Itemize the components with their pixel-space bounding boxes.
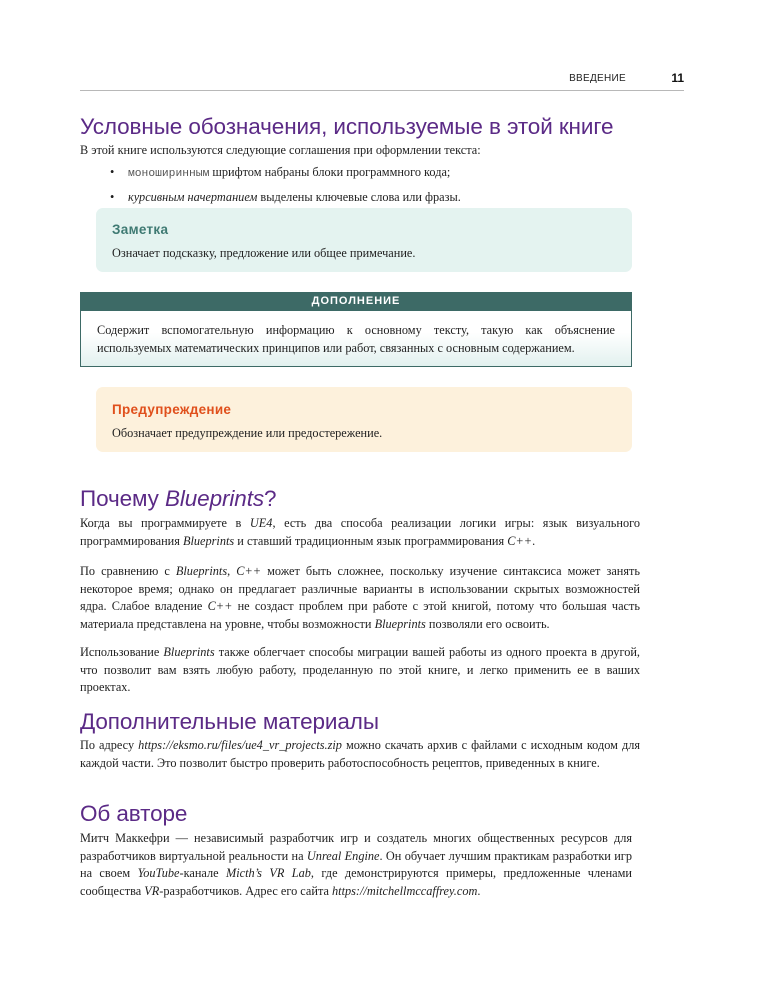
- warning-title: Предупреждение: [112, 402, 232, 417]
- why-paragraph-2: [80, 563, 640, 634]
- materials-paragraph: [80, 737, 640, 772]
- text-run: также облегчает способы миграции вашей работы из одного проекта в другой, что позволит вам взять любую работу, проделанную по этой книге, и легко применить ее в ваших проектах.: [80, 645, 640, 695]
- emphasis-text: YouTube: [137, 866, 180, 881]
- text-run: Когда вы программируете в: [80, 516, 250, 530]
- emphasis-text: UE4: [249, 516, 273, 530]
- text-run: может быть сложнее, поскольку изучение синтаксиса может занять некоторое время; однако он предлагает различные варианты в использовании скрытых возможностей ядра. Слабое владение: [80, 564, 641, 614]
- text-run: .: [477, 884, 481, 899]
- text-run: Митч Маккефри — независимый разработчик игр и создатель многих общественных ресурсов для разработчиков виртуальной реальности на: [80, 831, 632, 863]
- list-item: [110, 164, 640, 184]
- emphasis-text: https://mitchellmccaffrey.com: [332, 884, 478, 899]
- heading-prefix: Почему: [80, 486, 165, 511]
- text-run: не создаст проблем при работе с этой книгой, потому что большая часть материала представлена на уровне, чтобы возможности: [80, 599, 640, 632]
- emphasis-text: Micth’s VR Lab: [225, 866, 311, 881]
- why-paragraph-3: [80, 644, 640, 697]
- text-run: Использование: [80, 645, 164, 659]
- emphasis-text: Blueprints: [163, 645, 215, 659]
- text-run: -разработчиков. Адрес его сайта: [159, 884, 332, 899]
- heading-em: Blueprints: [164, 486, 265, 511]
- italic-sample: курсивным начертанием: [128, 189, 258, 204]
- supplement-box: [80, 292, 632, 367]
- list-item-text: выделены ключевые слова или фразы.: [257, 189, 461, 204]
- author-paragraph: [80, 830, 632, 901]
- heading-why-blueprints: [80, 486, 276, 512]
- list-item-text: шрифтом набраны блоки программного кода;: [209, 165, 451, 179]
- text-run: , где демонстрируются примеры, предложенные членами сообщества: [80, 866, 632, 899]
- text-run: ,: [227, 564, 237, 578]
- heading-conventions: Условные обозначения, используемые в этой книге: [80, 114, 614, 139]
- emphasis-text: C++: [236, 564, 262, 578]
- text-run: По адресу: [80, 738, 139, 752]
- why-paragraph-1: [80, 515, 640, 550]
- warning-box: [96, 387, 632, 452]
- text-run: и ставший традиционным язык программирования: [234, 533, 508, 548]
- emphasis-text: C++: [207, 599, 233, 614]
- emphasis-text: Blueprints: [175, 564, 228, 578]
- conventions-intro: В этой книге используются следующие соглашения при оформлении текста:: [80, 143, 481, 157]
- chapter-title: ВВЕДЕНИЕ: [569, 73, 626, 84]
- text-run: , есть два способа реализации логики игры: язык визуального программирования: [80, 516, 640, 548]
- running-header: [80, 72, 684, 91]
- page-number: 11: [671, 71, 684, 85]
- text-run: позволяли его освоить.: [425, 617, 550, 632]
- heading-materials: Дополнительные материалы: [80, 709, 379, 734]
- bullet-icon: •: [110, 189, 115, 204]
- note-box: [96, 208, 632, 272]
- emphasis-text: Blueprints: [374, 617, 426, 632]
- emphasis-text: Blueprints: [182, 533, 235, 548]
- conventions-list: [110, 164, 640, 211]
- warning-text: Обозначает предупреждение или предостережение.: [112, 426, 383, 440]
- emphasis-text: https://eksmo.ru/files/ue4_vr_projects.zip: [138, 738, 342, 752]
- text-run: -канале: [179, 866, 226, 881]
- emphasis-text: Unreal Engine: [306, 848, 380, 863]
- emphasis-text: VR: [144, 884, 160, 899]
- book-page: [80, 0, 684, 1000]
- note-text: Означает подсказку, предложение или общее примечание.: [112, 246, 416, 260]
- text-run: можно скачать архив с файлами с исходным кодом для каждой части. Это позволит быстро проверить работоспособность рецептов, приведенных в книге.: [80, 738, 641, 770]
- text-run: .: [532, 533, 536, 548]
- list-item: [110, 189, 640, 207]
- emphasis-text: C++: [507, 533, 533, 548]
- supplement-title: ДОПОЛНЕНИЕ: [80, 292, 632, 311]
- heading-author: Об авторе: [80, 801, 188, 826]
- note-title: Заметка: [112, 222, 169, 237]
- text-run: . Он обучает лучшим практикам разработки игр на своем: [80, 848, 632, 881]
- bullet-icon: •: [110, 165, 115, 179]
- monospace-sample: моноширинным: [128, 168, 210, 180]
- supplement-text: Содержит вспомогательную информацию к основному тексту, такую как объяснение используемых математических принципов или работ, связанных с основным содержанием.: [97, 323, 615, 355]
- text-run: По сравнению с: [80, 564, 176, 578]
- heading-suffix: ?: [264, 486, 277, 511]
